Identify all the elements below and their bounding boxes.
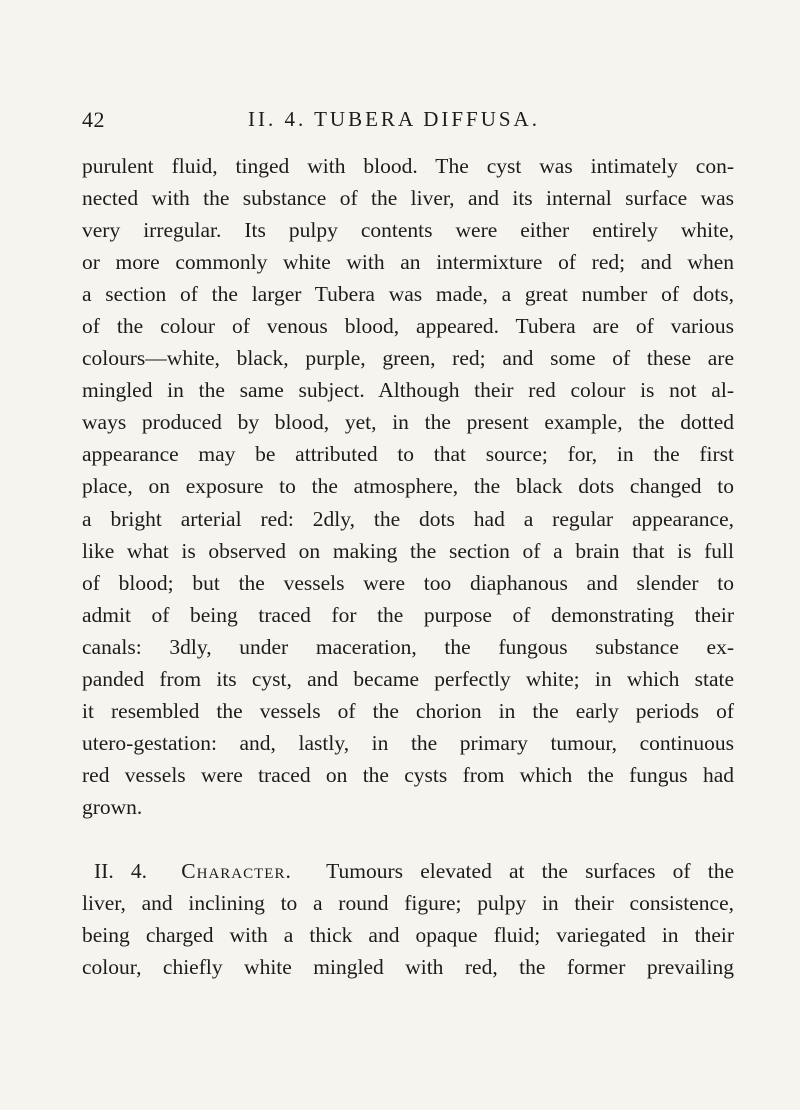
- text-line: it resembled the vessels of the chorion in the early periods of: [82, 698, 734, 723]
- text-line: ways produced by blood, yet, in the present example, the dotted: [82, 410, 734, 435]
- text-line: panded from its cyst, and became perfectly white; in which state: [82, 666, 734, 691]
- running-title: II. 4. TUBERA DIFFUSA.: [248, 107, 540, 131]
- text-line: like what is observed on making the section of a brain that is full: [82, 538, 734, 563]
- text-line: admit of being traced for the purpose of demonstrating their: [82, 602, 734, 627]
- text-line: a section of the larger Tubera was made, a great number of dots,: [82, 282, 734, 307]
- paragraph-1: [82, 150, 734, 823]
- text-line: of blood; but the vessels were too diaphanous and slender to: [82, 570, 734, 595]
- page-number: 42: [82, 107, 105, 132]
- body-text: [82, 150, 734, 983]
- text-line: grown.: [82, 794, 143, 819]
- text-line: red vessels were traced on the cysts from which the fungus had: [82, 762, 734, 787]
- text-line: utero-gestation: and, lastly, in the primary tumour, continuous: [82, 730, 734, 755]
- text-line: mingled in the same subject. Although their red colour is not al-: [82, 378, 734, 403]
- text-line: a bright arterial red: 2dly, the dots had a regular appearance,: [82, 506, 734, 531]
- running-head: [0, 107, 800, 137]
- text-line: or more commonly white with an intermixture of red; and when: [82, 250, 734, 275]
- paragraph-gap: [82, 823, 734, 855]
- text-line: place, on exposure to the atmosphere, the black dots changed to: [82, 474, 734, 499]
- text-line: purulent fluid, tinged with blood. The cyst was intimately con-: [82, 154, 734, 178]
- section-number: II. 4.: [94, 858, 147, 883]
- paragraph-2: [82, 855, 734, 983]
- heading-line-text: Tumours elevated at the surfaces of the: [326, 858, 734, 883]
- text-line: of the colour of venous blood, appeared. Tubera are of various: [82, 314, 734, 339]
- text-line: appearance may be attributed to that source; for, in the first: [82, 442, 734, 467]
- section-label: Character.: [181, 858, 292, 883]
- character-heading-line: [82, 855, 734, 887]
- text-line: canals: 3dly, under maceration, the fungous substance ex-: [82, 634, 734, 659]
- text-line: being charged with a thick and opaque fluid; variegated in their: [82, 923, 734, 948]
- text-line: colour, chiefly white mingled with red, the former prevailing: [82, 955, 734, 980]
- text-line: nected with the substance of the liver, and its internal surface was: [82, 186, 734, 211]
- text-line: very irregular. Its pulpy contents were either entirely white,: [82, 218, 734, 243]
- text-line: colours—white, black, purple, green, red; and some of these are: [82, 346, 734, 371]
- text-line: liver, and inclining to a round figure; pulpy in their consistence,: [82, 891, 734, 916]
